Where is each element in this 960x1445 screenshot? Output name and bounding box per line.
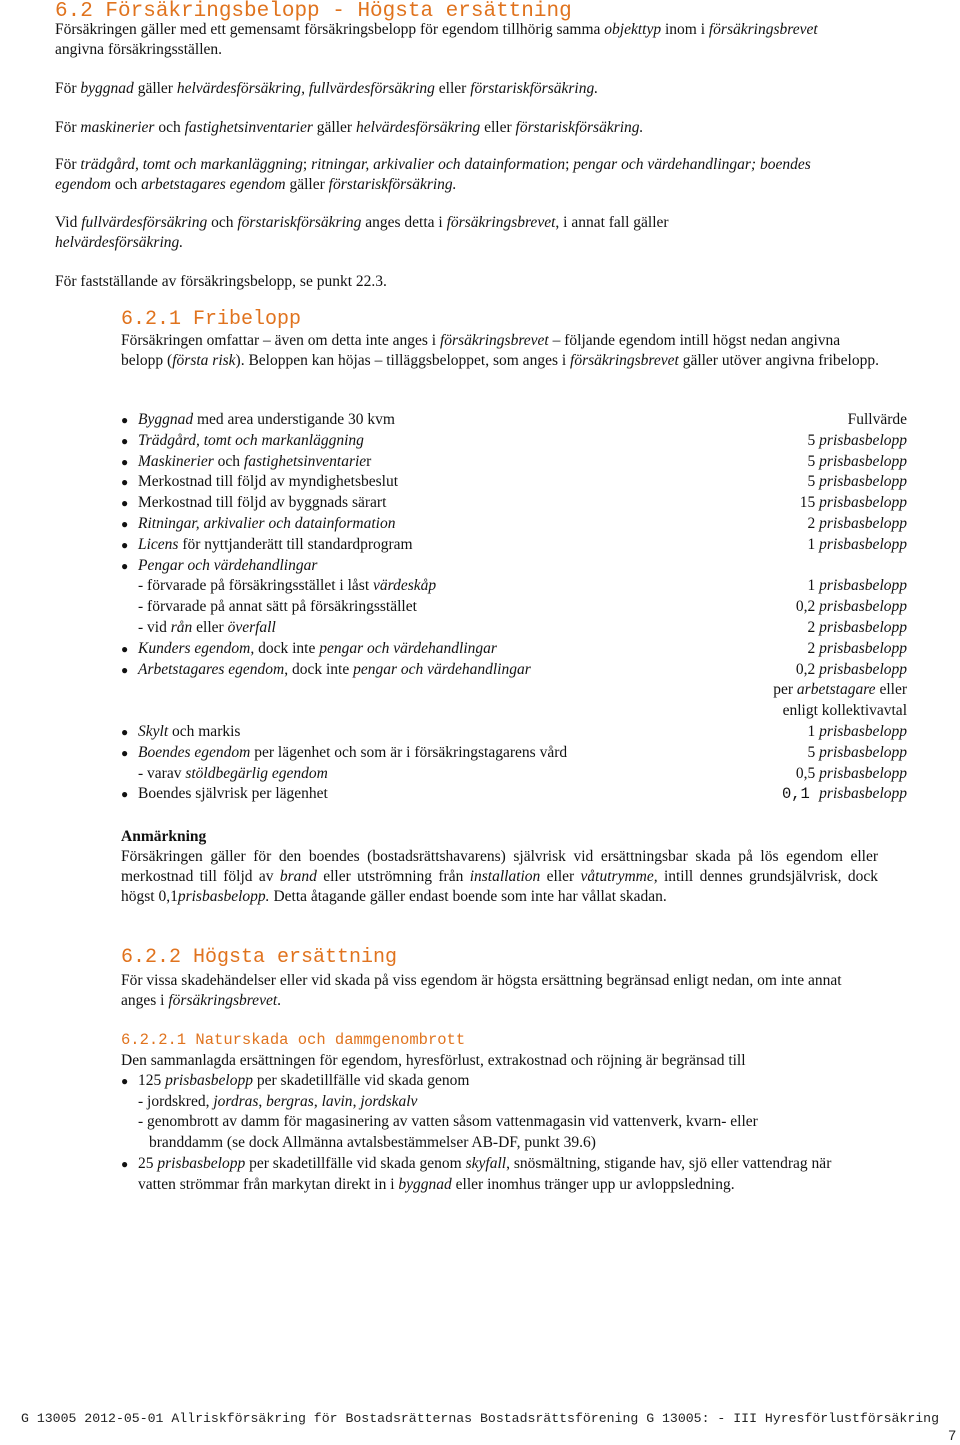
text-run: pengar och värdehandlingar bbox=[353, 660, 531, 678]
text-run: - förvarade på annat sätt på försäkringsstället bbox=[138, 598, 417, 616]
text-run: , bbox=[313, 1092, 322, 1110]
text-run: Byggnad bbox=[138, 411, 194, 428]
text-run: för nyttjanderätt till standardprogram bbox=[178, 535, 413, 553]
text-run: - vid bbox=[138, 618, 171, 636]
fribelopp-item-amount bbox=[808, 743, 907, 764]
text-run: per skadetillfälle vid skada genom bbox=[245, 1155, 466, 1172]
list-item bbox=[121, 1071, 851, 1092]
text-run: , dock inte bbox=[284, 660, 354, 678]
text-run: Försäkringen gäller för den boendes (bostadsrättshavarens) självrisk vid ersättningsbar skada på lös egendom eller merkostnad till följd av bbox=[121, 848, 878, 885]
fribelopp-row bbox=[121, 743, 907, 764]
text-run: helvärdesförsäkring, fullvärdesförsäkring bbox=[176, 80, 435, 97]
text-run: ; bbox=[565, 156, 574, 173]
fribelopp-item-label bbox=[138, 452, 371, 473]
text-run: överfall bbox=[227, 618, 276, 636]
text-run: eller inomhus tränger upp ur avloppsledning. bbox=[451, 1175, 735, 1193]
text-run: gäller bbox=[312, 119, 356, 136]
text-run: prisbasbelopp. bbox=[177, 888, 270, 905]
text-run: angivna försäkringsställen. bbox=[55, 41, 223, 58]
bullet-icon: ● bbox=[121, 787, 129, 802]
bullet-icon: ● bbox=[121, 516, 129, 531]
text-run: gäller bbox=[133, 80, 177, 97]
text-run: Försäkringen omfattar – även om detta inte anges i bbox=[121, 332, 440, 349]
text-run: gäller bbox=[285, 176, 329, 193]
text-run: prisbasbelopp bbox=[819, 722, 907, 740]
section-heading: 6.2 Försäkringsbelopp - Högsta ersättning bbox=[55, 0, 572, 23]
text-run: 15 bbox=[799, 494, 820, 512]
text-run: eller bbox=[540, 868, 581, 885]
bullet-icon: ● bbox=[121, 1074, 129, 1088]
text-run: 125 bbox=[138, 1072, 166, 1089]
text-run: Vid bbox=[55, 214, 82, 231]
sub-item-continued bbox=[121, 1133, 851, 1154]
bullet-icon: ● bbox=[121, 662, 129, 677]
text-run: , i annat fall gäller bbox=[555, 214, 669, 231]
fribelopp-item-amount bbox=[783, 701, 907, 722]
text-run: anges detta i bbox=[361, 214, 447, 231]
text-run: byggnad bbox=[398, 1175, 452, 1193]
fribelopp-row bbox=[121, 410, 907, 431]
text-run: , bbox=[352, 1092, 361, 1110]
text-run: Arbetstagares egendom bbox=[138, 660, 285, 678]
hogsta-ersattning-heading: 6.2.2 Högsta ersättning bbox=[121, 946, 398, 969]
paragraph-byggnad bbox=[55, 79, 845, 99]
fribelopp-row bbox=[121, 472, 907, 493]
text-run: eller bbox=[192, 618, 228, 636]
text-run: För bbox=[55, 119, 81, 136]
page-number: 7 bbox=[948, 1427, 956, 1443]
bullet-icon: ● bbox=[121, 724, 129, 739]
text-run: prisbasbelopp bbox=[819, 660, 907, 678]
text-run: gäller utöver angivna fribelopp. bbox=[678, 352, 879, 369]
fribelopp-row bbox=[121, 452, 907, 473]
bullet-icon: ● bbox=[121, 475, 129, 490]
text-run: - jordskred, bbox=[138, 1092, 214, 1110]
fribelopp-row bbox=[121, 556, 907, 577]
text-run: Trädgård, tomt och markanläggning bbox=[138, 431, 364, 449]
text-run: brand bbox=[279, 868, 317, 885]
text-run: förstariskförsäkring. bbox=[328, 176, 457, 193]
text-run: 5 bbox=[807, 743, 820, 761]
text-run: , bbox=[258, 1092, 267, 1110]
text-run: dock inte bbox=[254, 639, 320, 657]
text-run: fastighetsinventarier bbox=[184, 119, 313, 136]
text-run: våtutrymme, bbox=[580, 868, 658, 885]
text-run: 2 bbox=[807, 514, 820, 532]
text-run: stöldbegärlig egendom bbox=[185, 764, 328, 782]
text-run: 2 bbox=[807, 639, 820, 657]
bullet-icon: ● bbox=[121, 641, 129, 656]
text-run: Boendes egendom bbox=[138, 743, 251, 761]
list-item-text bbox=[138, 1155, 831, 1193]
text-run: eller bbox=[875, 681, 907, 699]
fribelopp-item-label bbox=[138, 472, 398, 493]
text-run: och bbox=[213, 452, 244, 470]
text-run: prisbasbelopp bbox=[819, 785, 907, 803]
text-run: prisbasbelopp bbox=[819, 431, 907, 449]
text-run: installation bbox=[469, 868, 541, 885]
text-run: Kunders egendom, bbox=[138, 639, 255, 657]
text-run: förstariskförsäkring. bbox=[515, 119, 644, 136]
text-run: enligt kollektivavtal bbox=[782, 702, 907, 720]
text-run: branddamm (se dock Allmänna avtalsbestämmelser AB-DF, punkt 39.6) bbox=[149, 1133, 596, 1151]
text-run: och bbox=[110, 176, 142, 193]
fribelopp-item-amount bbox=[796, 597, 907, 618]
text-run: 0,1 bbox=[781, 785, 820, 804]
fribelopp-row bbox=[121, 784, 907, 805]
fribelopp-item-label bbox=[138, 660, 531, 681]
text-run: byggnad bbox=[80, 80, 134, 97]
fribelopp-item-label bbox=[138, 743, 567, 764]
text-run: 1 bbox=[807, 577, 820, 595]
text-run: rån bbox=[170, 618, 193, 636]
bullet-icon: ● bbox=[121, 433, 129, 448]
fribelopp-item-label bbox=[138, 535, 413, 556]
text-run: bergras bbox=[266, 1092, 314, 1110]
bullet-icon: ● bbox=[121, 413, 129, 427]
fribelopp-row bbox=[121, 576, 907, 597]
text-run: 0,2 bbox=[795, 660, 820, 678]
text-run: För bbox=[55, 80, 81, 97]
text-run: försäkringsbrevet bbox=[708, 21, 818, 38]
text-run: jordras bbox=[213, 1092, 259, 1110]
paragraph-vid bbox=[55, 213, 795, 253]
fribelopp-list bbox=[121, 410, 907, 805]
fribelopp-item-amount bbox=[782, 784, 907, 805]
list-item-text bbox=[138, 1072, 469, 1089]
text-run: prisbasbelopp bbox=[819, 535, 907, 553]
text-run: 2 bbox=[807, 618, 820, 636]
text-run: - genombrott av damm för magasinering av vatten såsom vattenmagasin vid vattenverk, kvarn- eller bbox=[138, 1113, 758, 1130]
text-run: 1 bbox=[807, 722, 820, 740]
fribelopp-row bbox=[121, 535, 907, 556]
fribelopp-item-label bbox=[138, 576, 436, 597]
fribelopp-row bbox=[121, 680, 907, 701]
text-run: ritningar, arkivalier och datainformation bbox=[311, 156, 566, 173]
text-run: jordskalv bbox=[360, 1092, 418, 1110]
naturskada-list bbox=[121, 1071, 851, 1195]
fribelopp-item-label bbox=[138, 514, 395, 535]
fribelopp-item-label bbox=[138, 764, 328, 785]
text-run: , snösmältning, stigande hav, sjö eller vattendrag när vatten strömmar från markytan direkt in i bbox=[138, 1155, 832, 1193]
text-run: eller bbox=[434, 80, 471, 97]
paragraph-maskinerier bbox=[55, 118, 845, 138]
text-run: helvärdesförsäkring. bbox=[55, 234, 184, 251]
text-run: – följande egendom intill högst nedan angivna belopp ( bbox=[121, 332, 841, 369]
text-run: och bbox=[154, 119, 185, 136]
bullet-icon: ● bbox=[121, 1157, 129, 1171]
fribelopp-row bbox=[121, 701, 907, 722]
text-run: ; bbox=[302, 156, 312, 173]
bullet-icon: ● bbox=[121, 496, 129, 511]
text-run: värdeskåp bbox=[373, 577, 437, 595]
text-run: prisbasbelopp bbox=[819, 473, 907, 491]
bullet-icon: ● bbox=[121, 745, 129, 760]
text-run: prisbasbelopp bbox=[819, 618, 907, 636]
fribelopp-item-amount bbox=[808, 618, 907, 639]
text-run: prisbasbelopp bbox=[819, 577, 907, 595]
text-run: 5 bbox=[807, 473, 820, 491]
fribelopp-item-amount bbox=[808, 535, 907, 556]
text-run: prisbasbelopp bbox=[819, 764, 907, 782]
fribelopp-row bbox=[121, 618, 907, 639]
fribelopp-item-amount bbox=[796, 660, 907, 681]
fribelopp-item-label bbox=[138, 556, 317, 577]
text-run: inom i bbox=[661, 21, 709, 38]
text-run: 0,2 bbox=[795, 598, 820, 616]
text-run: För vissa skadehändelser eller vid skada på viss egendom är högsta ersättning begränsad enligt nedan, om inte annat anges i bbox=[121, 972, 842, 1009]
fribelopp-intro bbox=[121, 331, 881, 371]
paragraph-faststallande bbox=[55, 272, 845, 292]
anmarkning-body bbox=[121, 847, 878, 907]
fribelopp-row bbox=[121, 431, 907, 452]
text-run: Detta åtagande gäller endast boende som inte har vållat skadan. bbox=[269, 888, 667, 905]
fribelopp-item-amount bbox=[808, 722, 907, 743]
fribelopp-item-label bbox=[138, 597, 417, 618]
text-run: och bbox=[207, 214, 238, 231]
text-run: försäkringsbrevet bbox=[439, 332, 549, 349]
fribelopp-row bbox=[121, 660, 907, 681]
text-run: trädgård, tomt och markanläggning bbox=[80, 156, 303, 173]
sub-item bbox=[121, 1092, 851, 1113]
text-run: 5 bbox=[807, 431, 820, 449]
text-run: per skadetillfälle vid skada genom bbox=[252, 1072, 470, 1089]
naturskada-heading: 6.2.2.1 Naturskada och dammgenombrott bbox=[121, 1031, 466, 1049]
hogsta-ersattning-intro bbox=[121, 971, 866, 1011]
anmarkning-title bbox=[121, 827, 881, 847]
text-run: prisbasbelopp bbox=[165, 1072, 253, 1089]
text-run: ). Beloppen kan höjas – tilläggsbeloppet, som anges i bbox=[235, 352, 571, 369]
fribelopp-item-amount bbox=[808, 576, 907, 597]
text-run: maskinerier bbox=[80, 119, 155, 136]
text-run: prisbasbelopp bbox=[819, 452, 907, 470]
text-run: Ritningar, arkivalier och datainformation bbox=[138, 514, 396, 532]
text-run: försäkringsbrevet bbox=[570, 352, 679, 369]
text-run: förstariskförsäkring bbox=[237, 214, 362, 231]
text-run: objekttyp bbox=[604, 21, 662, 38]
fribelopp-heading: 6.2.1 Fribelopp bbox=[121, 308, 302, 331]
anmarkning-label: Anmärkning bbox=[121, 828, 207, 845]
fribelopp-item-label bbox=[138, 618, 276, 639]
naturskada-intro bbox=[121, 1051, 881, 1071]
bullet-icon: ● bbox=[121, 537, 129, 552]
text-run: arbetstagares egendom bbox=[141, 176, 286, 193]
fribelopp-item-amount bbox=[808, 452, 907, 473]
text-run: pengar och värdehandlingar; boendes egendom bbox=[55, 156, 811, 193]
text-run: Merkostnad till följd av myndighetsbeslut bbox=[138, 473, 399, 491]
text-run: fastighetsinventarie bbox=[243, 452, 367, 470]
text-run: 25 bbox=[138, 1155, 158, 1172]
text-run: per bbox=[773, 681, 797, 699]
text-run: Pengar och värdehandlingar bbox=[138, 556, 318, 574]
text-run: prisbasbelopp bbox=[819, 514, 907, 532]
fribelopp-item-amount bbox=[848, 410, 907, 431]
text-run: fullvärdesförsäkring bbox=[81, 214, 208, 231]
text-run: Försäkringen gäller med ett gemensamt försäkringsbelopp för egendom tillhörig samma bbox=[55, 21, 605, 38]
text-run: För bbox=[55, 156, 81, 173]
text-run: prisbasbelopp bbox=[819, 494, 907, 512]
section-intro bbox=[55, 20, 845, 60]
text-run: pengar och värdehandlingar bbox=[319, 639, 497, 657]
text-run: försäkringsbrevet bbox=[168, 992, 278, 1009]
text-run: prisbasbelopp bbox=[819, 639, 907, 657]
text-run: skyfall bbox=[465, 1155, 507, 1172]
fribelopp-row bbox=[121, 639, 907, 660]
fribelopp-row bbox=[121, 764, 907, 785]
paragraph-tradgard bbox=[55, 155, 855, 195]
fribelopp-row bbox=[121, 493, 907, 514]
text-run: 1 bbox=[807, 535, 820, 553]
footer: G 13005 2012-05-01 Allriskförsäkring för Bostadsrätternas Bostadsrättsförening G 13005: - III Hyresförlustförsäkring bbox=[21, 1411, 939, 1426]
fribelopp-item-amount bbox=[808, 472, 907, 493]
text-run: Den sammanlagda ersättningen för egendom, hyresförlust, extrakostnad och röjning är begränsad till bbox=[121, 1052, 746, 1069]
text-run: försäkringsbrevet bbox=[446, 214, 556, 231]
bullet-icon: ● bbox=[121, 454, 129, 469]
text-run: För fastställande av försäkringsbelopp, se punkt 22.3. bbox=[55, 273, 387, 290]
fribelopp-item-label bbox=[138, 493, 386, 514]
text-run: Skylt bbox=[138, 722, 169, 740]
text-run: prisbasbelopp bbox=[819, 743, 907, 761]
fribelopp-item-amount bbox=[800, 493, 907, 514]
fribelopp-item-amount bbox=[808, 639, 907, 660]
text-run: Maskinerier bbox=[138, 452, 214, 470]
fribelopp-item-amount bbox=[773, 680, 907, 701]
text-run: intill dennes grundsjälvrisk, dock högst 0,1 bbox=[121, 868, 878, 905]
fribelopp-item-label bbox=[138, 410, 395, 431]
text-run: 5 bbox=[807, 452, 820, 470]
text-run: lavin bbox=[321, 1092, 353, 1110]
text-run: med area understigande 30 kvm bbox=[193, 411, 395, 428]
fribelopp-item-amount bbox=[808, 431, 907, 452]
text-run: helvärdesförsäkring bbox=[355, 119, 481, 136]
text-run: Fullvärde bbox=[847, 411, 907, 428]
text-run: - varav bbox=[138, 764, 186, 782]
text-run: Boendes självrisk per lägenhet bbox=[138, 785, 328, 803]
fribelopp-item-label bbox=[138, 639, 497, 660]
bullet-icon: ● bbox=[121, 558, 129, 573]
fribelopp-row bbox=[121, 597, 907, 618]
text-run: eller utströmning från bbox=[316, 868, 470, 885]
fribelopp-row bbox=[121, 722, 907, 743]
text-run: 0,5 bbox=[795, 764, 820, 782]
text-run: första risk bbox=[172, 352, 236, 369]
text-run: Licens bbox=[138, 535, 179, 553]
text-run: - förvarade på försäkringsstället i låst bbox=[138, 577, 373, 595]
text-run: prisbasbelopp bbox=[819, 598, 907, 616]
text-run: prisbasbelopp bbox=[157, 1155, 246, 1172]
text-run: . bbox=[277, 992, 282, 1009]
text-run: arbetstagare bbox=[796, 681, 876, 699]
text-run: Merkostnad till följd av byggnads särart bbox=[138, 494, 387, 512]
text-run: per lägenhet och som är i försäkringstagarens vård bbox=[250, 743, 568, 761]
fribelopp-row bbox=[121, 514, 907, 535]
fribelopp-item-label bbox=[138, 784, 328, 805]
sub-item bbox=[121, 1112, 851, 1133]
fribelopp-item-amount bbox=[808, 514, 907, 535]
fribelopp-item-label bbox=[138, 431, 364, 452]
text-run: r bbox=[366, 452, 372, 470]
text-run: förstariskförsäkring. bbox=[470, 80, 599, 97]
list-item bbox=[121, 1154, 851, 1195]
text-run: och markis bbox=[168, 722, 241, 740]
text-run: eller bbox=[480, 119, 516, 136]
fribelopp-item-label bbox=[138, 722, 240, 743]
fribelopp-item-amount bbox=[796, 764, 907, 785]
